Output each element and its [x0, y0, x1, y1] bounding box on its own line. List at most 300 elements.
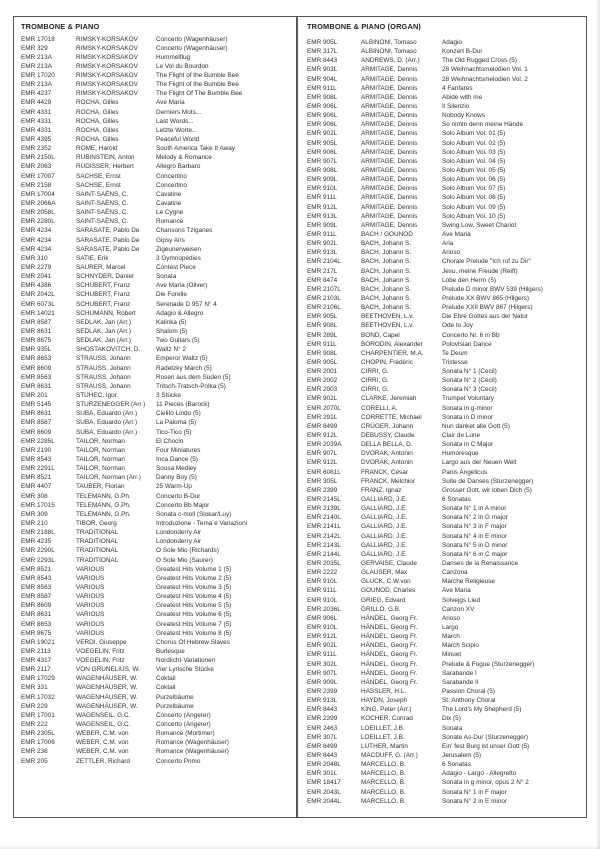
composer-name: GOUNOD, Charles	[361, 587, 416, 595]
piece-title: Contest Piece	[156, 264, 196, 272]
composer-name: MARCELLO, B.	[361, 797, 406, 805]
piece-title: Zigeunerweisen	[156, 245, 202, 253]
catalog-row	[21, 181, 294, 190]
composer-name: ANDREWS, D. (Arr.)	[361, 57, 420, 65]
emr-number: EMR 8521	[21, 565, 52, 573]
composer-name: BACH, Johann S.	[361, 276, 412, 284]
composer-name: ARMITAGE, Dennis	[361, 212, 418, 220]
emr-number: EMR 4331	[21, 108, 52, 116]
composer-name: ARMITAGE, Dennis	[361, 121, 418, 129]
composer-name: VARIOUS	[76, 574, 105, 582]
catalog-row	[307, 358, 584, 367]
catalog-row	[21, 236, 294, 245]
piece-title: 28 Weihnachtsmelodien Vol. 2	[442, 75, 528, 83]
catalog-row	[307, 413, 584, 422]
composer-name: BACH, Johann S.	[361, 294, 412, 302]
catalog-row	[307, 440, 584, 449]
section-header-trombone-piano-organ: TROMBONE & PIANO (ORGAN)	[307, 22, 422, 31]
catalog-row	[21, 528, 294, 537]
catalog-row	[307, 778, 584, 787]
piece-title: Londonderry Air	[156, 529, 202, 537]
piece-title: Nordlicht-Variationen	[156, 657, 216, 665]
emr-number: EMR 2043L	[307, 788, 341, 796]
catalog-row	[21, 263, 294, 272]
emr-number: EMR 912L	[307, 432, 338, 440]
emr-number: EMR 17020	[21, 72, 55, 80]
composer-name: HÄNDEL, Georg Fr.	[361, 614, 418, 622]
piece-title: Grosser Gott, wir loben Dich (5)	[442, 486, 532, 494]
piece-title: Cavatine	[156, 190, 182, 198]
emr-number: EMR 19021	[21, 638, 55, 646]
catalog-row	[21, 565, 294, 574]
piece-title: 4 Fanfares	[442, 84, 473, 92]
catalog-row	[21, 674, 294, 683]
emr-number: EMR 911L	[307, 340, 337, 348]
piece-title: Ave Maria	[156, 99, 185, 107]
piece-title: Die Ehre Gottes aus der Natur	[442, 313, 528, 321]
emr-number: EMR 8443	[307, 706, 338, 714]
emr-number: EMR 911L	[307, 587, 337, 595]
emr-number: EMR 909L	[307, 678, 338, 686]
catalog-row	[21, 98, 294, 107]
emr-number: EMR 4234	[21, 245, 52, 253]
catalog-row	[307, 458, 584, 467]
emr-number: EMR 2280L	[21, 218, 55, 226]
emr-number: EMR 2463	[307, 724, 338, 732]
catalog-row	[307, 614, 584, 623]
catalog-row	[307, 477, 584, 486]
emr-number: EMR 913L	[307, 249, 338, 257]
composer-name: SAINT-SAËNS, C.	[76, 209, 129, 217]
piece-title: Sonata in D minor	[442, 413, 494, 421]
piece-title: Sonata N° 1 in F major	[442, 788, 507, 796]
composer-name: LOEILLET, J.B.	[361, 724, 405, 732]
catalog-row	[21, 364, 294, 373]
catalog-row	[21, 711, 294, 720]
composer-name: STRAUSS, Johann	[76, 373, 131, 381]
catalog-row	[21, 318, 294, 327]
catalog-row	[21, 437, 294, 446]
piece-title: Il Silenzio	[442, 102, 470, 110]
composer-name: BACH, Johann S.	[361, 240, 412, 248]
catalog-row	[307, 650, 584, 659]
emr-number: EMR 308	[21, 492, 48, 500]
catalog-row	[307, 495, 584, 504]
piece-title: Melody & Romance	[156, 154, 212, 162]
catalog-row	[307, 102, 584, 111]
emr-number: EMR 902L	[307, 240, 338, 248]
emr-number: EMR 2150L	[21, 154, 55, 162]
piece-title: O Sole Mio (Richards)	[156, 547, 219, 555]
composer-name: STRAUSS, Johann	[76, 355, 131, 363]
piece-title: Sonata N° 6 in C major	[442, 550, 508, 558]
piece-title: 3 Gymnopédies	[156, 254, 201, 262]
emr-number: EMR 14021	[21, 309, 55, 317]
composer-name: STUHEC, Igor	[76, 391, 117, 399]
composer-name: SACHSE, Ernst	[76, 181, 121, 189]
piece-title: Tristesse	[442, 358, 468, 366]
catalog-row	[307, 230, 584, 239]
composer-name: ARMITAGE, Dennis	[361, 157, 418, 165]
catalog-row	[21, 300, 294, 309]
piece-title: Sonata N° 1 in A minor	[442, 505, 507, 513]
composer-name: WAGENHÄUSER, W.	[76, 702, 138, 710]
piece-title: Canzon XV	[442, 605, 475, 613]
composer-name: RIMSKY-KORSAKOV	[76, 72, 138, 80]
composer-name: CHARPENTIER, M.A.	[361, 349, 424, 357]
piece-title: Radetzky March (5)	[156, 364, 212, 372]
catalog-row	[307, 303, 584, 312]
piece-title: Shalom (5)	[156, 328, 188, 335]
emr-number: EMR 905L	[307, 358, 338, 366]
catalog-row	[307, 75, 584, 84]
composer-name: GALLIARD, J.E.	[361, 514, 408, 522]
piece-title: Sonata N° 2 in E minor	[442, 797, 508, 805]
catalog-row	[307, 742, 584, 751]
piece-title: Chorus Of Hebrew Slaves	[156, 638, 230, 646]
catalog-row	[21, 44, 294, 53]
catalog-row	[21, 620, 294, 629]
piece-title: Solo Album Vol. 04 (5)	[442, 157, 506, 165]
composer-name: RIMSKY-KORSAKOV	[76, 35, 138, 43]
composer-name: SUBA, Eduardo (Arr.)	[76, 410, 138, 418]
catalog-row	[307, 248, 584, 257]
piece-title: Romance (Wagenhäuser)	[156, 739, 229, 747]
catalog-row	[21, 199, 294, 208]
emr-number: EMR 2048L	[307, 761, 341, 769]
piece-title: Sonata c-moll (Slokar/Luy)	[156, 510, 232, 518]
catalog-row	[307, 797, 584, 806]
emr-number: EMR 8609	[21, 602, 52, 610]
piece-title: Jerusalem (5)	[442, 751, 482, 759]
piece-title: Trumpet Voluntary	[442, 395, 494, 403]
piece-title: Waltz N° 2	[156, 346, 187, 354]
emr-number: EMR 2399	[307, 486, 338, 494]
emr-number: EMR 201	[21, 391, 48, 399]
emr-number: EMR 902L	[307, 395, 338, 403]
piece-title: Abide with me	[442, 93, 483, 101]
piece-title: Danny Boy (5)	[156, 474, 197, 482]
catalog-row	[21, 510, 294, 519]
composer-name: BORODIN, Alexander	[361, 340, 423, 348]
catalog-row	[21, 135, 294, 144]
catalog-row	[21, 162, 294, 171]
emr-number: EMR 4331	[21, 117, 52, 125]
emr-number: EMR 4317	[21, 657, 52, 665]
emr-number: EMR 2042L	[21, 291, 55, 299]
composer-name: VARIOUS	[76, 629, 105, 637]
composer-name: GALLIARD, J.E.	[361, 541, 408, 549]
catalog-row	[307, 65, 584, 74]
piece-title: 25 Warm-Up	[156, 483, 192, 491]
composer-name: GALLIARD, J.E.	[361, 523, 408, 531]
emr-number: EMR 8563	[21, 583, 52, 591]
emr-number: EMR 2143L	[307, 541, 341, 549]
catalog-row	[21, 610, 294, 619]
composer-name: ARMITAGE, Dennis	[361, 84, 418, 92]
composer-name: CIRRI, G.	[361, 377, 389, 385]
piece-title: Kalinka (5)	[156, 318, 187, 326]
composer-name: RÜDISSER, Herbert	[76, 163, 134, 171]
catalog-row	[307, 84, 584, 93]
composer-name: KING, Peter (Arr.)	[361, 706, 412, 714]
composer-name: BOND, Capel	[361, 331, 400, 339]
catalog-row	[307, 714, 584, 723]
catalog-row	[307, 541, 584, 550]
composer-name: ARMITAGE, Dennis	[361, 166, 418, 174]
catalog-row	[307, 376, 584, 385]
piece-title: Aria	[442, 240, 454, 248]
piece-title: Emperor Waltz (5)	[156, 355, 208, 363]
piece-title: Humoresque	[442, 450, 479, 458]
composer-name: SCHUBERT, Franz	[76, 282, 131, 290]
composer-name: DVORAK, Antonin	[361, 459, 413, 467]
catalog-row	[21, 409, 294, 418]
emr-number: EMR 2399	[307, 715, 338, 723]
piece-title: Adagio - Largo - Allegretto	[442, 770, 517, 778]
piece-title: Polovtsian Dance	[442, 340, 492, 348]
composer-name: VERDI, Giuseppe	[76, 638, 127, 646]
emr-number: EMR 906L	[307, 121, 338, 129]
composer-name: VOEGELIN, Fritz	[76, 647, 125, 655]
composer-name: BACH, Johann S.	[361, 249, 412, 257]
catalog-row	[21, 108, 294, 117]
emr-number: EMR 213A	[21, 62, 52, 70]
piece-title: Solvejgs Lied	[442, 596, 481, 604]
piece-title: Adagio	[442, 39, 462, 46]
emr-number: EMR 904L	[307, 75, 338, 83]
piece-title: Sonata in C Major	[442, 441, 494, 449]
emr-number: EMR 8631	[21, 382, 52, 390]
emr-number: EMR 8443	[307, 57, 338, 65]
catalog-row	[21, 62, 294, 71]
piece-title: Chansons Tziganes	[156, 227, 213, 235]
emr-number: EMR 909L	[307, 176, 338, 184]
piece-title: St. Anthony Choral	[442, 697, 496, 705]
composer-name: HAYDN, Joseph	[361, 697, 408, 705]
catalog-row	[21, 254, 294, 263]
composer-name: TAUBER, Florian	[76, 483, 125, 491]
emr-number: EMR 2290L	[21, 547, 55, 555]
catalog-row	[307, 157, 584, 166]
piece-title: Sousa Medley	[156, 465, 197, 473]
composer-name: STRAUSS, Johann	[76, 382, 131, 390]
catalog-row	[307, 294, 584, 303]
composer-name: MARCELLO, B.	[361, 788, 406, 796]
composer-name: TAILOR, Norman	[76, 455, 125, 463]
composer-name: TAILOR, Norman (Arr.)	[76, 474, 141, 482]
composer-name: SCHUBERT, Franz	[76, 300, 131, 308]
composer-name: HÄNDEL, Georg Fr.	[361, 660, 418, 668]
emr-number: EMR 908L	[307, 349, 338, 357]
piece-title: Purzelbäume	[156, 693, 194, 701]
catalog-row	[307, 93, 584, 102]
piece-title: March	[442, 633, 460, 641]
piece-title: Letzte Worte...	[156, 126, 198, 134]
emr-number: EMR 5145	[21, 401, 52, 409]
emr-number: EMR 2070L	[307, 404, 341, 412]
composer-name: SCHNYDER, Daniel	[76, 273, 134, 281]
composer-name: ALBINONI, Tomaso	[361, 48, 417, 56]
catalog-row	[307, 139, 584, 148]
catalog-row	[307, 769, 584, 778]
emr-number: EMR 17001	[21, 711, 55, 719]
emr-number: EMR 8653	[21, 355, 52, 363]
catalog-row	[307, 276, 584, 285]
emr-number: EMR 8631	[21, 611, 52, 619]
composer-name: CIRRI, G.	[361, 368, 389, 376]
piece-title: Sonata in g minor, opus 2 N° 2	[442, 779, 529, 787]
emr-number: EMR 291L	[307, 413, 338, 421]
piece-title: Die Forelle	[156, 291, 187, 299]
catalog-row	[21, 492, 294, 501]
composer-name: ALBINONI, Tomaso	[361, 39, 417, 46]
composer-name: SARASATE, Pablo De	[76, 227, 140, 235]
composer-name: FRANCK, Melchior	[361, 477, 415, 485]
catalog-row	[21, 190, 294, 199]
composer-name: TRADITIONAL	[76, 547, 119, 555]
piece-title: Solo Album Vol. 03 (5)	[442, 148, 506, 156]
emr-number: EMR 911L	[307, 651, 337, 659]
emr-number: EMR 902L	[307, 130, 338, 138]
piece-title: Jesu, meine Freude (Reift)	[442, 267, 518, 275]
composer-name: DELLA BELLA, D.	[361, 441, 413, 449]
piece-title: Tico-Tico (5)	[156, 428, 192, 436]
catalog-row	[307, 38, 584, 47]
composer-name: HÄNDEL, Georg Fr.	[361, 651, 418, 659]
piece-title: 6 Sonatas	[442, 761, 471, 769]
catalog-column-trombone-piano-organ	[298, 17, 586, 817]
piece-title: Sonata N° 1 (Cecil)	[442, 368, 497, 376]
piece-title: Gipsy Airs	[156, 236, 185, 244]
catalog-row	[307, 468, 584, 477]
composer-name: ARMITAGE, Dennis	[361, 194, 418, 202]
emr-number: EMR 911L	[307, 194, 337, 202]
emr-number: EMR 8587	[21, 593, 52, 601]
piece-title: 3 Stücke	[156, 391, 181, 399]
emr-number: EMR 908L	[307, 322, 338, 330]
catalog-row	[307, 212, 584, 221]
emr-number: EMR 317L	[307, 48, 338, 56]
composer-name: ARMITAGE, Dennis	[361, 112, 418, 120]
piece-title: Coktail	[156, 675, 176, 683]
piece-title: Sonata	[156, 273, 177, 281]
catalog-row	[21, 629, 294, 638]
catalog-row	[21, 272, 294, 281]
emr-number: EMR 4235	[21, 538, 52, 546]
emr-number: EMR 8521	[21, 474, 52, 482]
emr-number: EMR 4429	[21, 99, 52, 107]
emr-number: EMR 210	[21, 519, 48, 527]
composer-name: ARMITAGE, Dennis	[361, 75, 418, 83]
catalog-row	[21, 428, 294, 437]
catalog-row	[307, 532, 584, 541]
catalog-row	[21, 126, 294, 135]
composer-name: BACH, Johann S.	[361, 267, 412, 275]
emr-number: EMR 2291L	[21, 465, 55, 473]
catalog-row	[21, 418, 294, 427]
emr-number: EMR 905L	[307, 39, 338, 46]
composer-name: ARMITAGE, Dennis	[361, 130, 418, 138]
catalog-row	[307, 312, 584, 321]
emr-number: EMR 8609	[21, 428, 52, 436]
composer-name: HÄNDEL, Georg Fr.	[361, 633, 418, 641]
composer-name: WAGENHÄUSER, W.	[76, 675, 138, 683]
emr-number: EMR 2107L	[307, 285, 341, 293]
piece-title: Greatest Hits Volume 2 (5)	[156, 574, 232, 582]
catalog-row	[21, 153, 294, 162]
catalog-row	[307, 111, 584, 120]
catalog-row	[21, 172, 294, 181]
emr-number: EMR 2399	[307, 687, 338, 695]
composer-name: MARCELLO, B.	[361, 770, 406, 778]
emr-number: EMR 903L	[307, 66, 338, 74]
catalog-row	[307, 340, 584, 349]
emr-number: EMR 2066A	[21, 200, 56, 208]
emr-number: EMR 2158	[21, 181, 52, 189]
emr-number: EMR 4237	[21, 90, 52, 98]
piece-title: Suite de Danses (Sturzenegger)	[442, 477, 534, 485]
catalog-row	[307, 632, 584, 641]
composer-name: BACH, Johann S.	[361, 304, 412, 312]
piece-title: Inca Dance (5)	[156, 455, 198, 463]
emr-number: EMR 213A	[21, 53, 52, 61]
piece-title: Sonata N° 4 in E minor	[442, 532, 508, 540]
composer-name: KOCHER, Conrad	[361, 715, 413, 723]
catalog-row	[307, 367, 584, 376]
emr-number: EMR 2002	[307, 377, 338, 385]
piece-title: Coktail	[156, 684, 176, 692]
catalog-row	[21, 309, 294, 318]
piece-title: Greatest Hits Volume 4 (5)	[156, 593, 232, 601]
composer-name: DEBUSSY, Claude	[361, 432, 415, 440]
composer-name: MARCELLO, B.	[361, 761, 406, 769]
composer-name: WEBER, C.M. von	[76, 739, 129, 747]
piece-title: 11 Pieces (Barock)	[156, 401, 210, 409]
emr-number: EMR 912L	[307, 633, 338, 641]
piece-title: Canzona	[442, 569, 468, 577]
piece-title: Nobody Knows	[442, 112, 485, 120]
emr-number: EMR 906L	[307, 102, 338, 110]
piece-title: Largo	[442, 624, 459, 631]
composer-name: BEETHOVEN, L.v.	[361, 322, 414, 330]
piece-title: Adagio & Allegro	[156, 309, 204, 317]
piece-title: Clair de Lune	[442, 432, 481, 440]
catalog-row	[307, 431, 584, 440]
catalog-row	[307, 422, 584, 431]
emr-number: EMR 229	[21, 702, 48, 710]
piece-title: Solo Album Vol. 10 (5)	[442, 212, 506, 220]
composer-name: STRAUSS, Johann	[76, 364, 131, 372]
emr-number: EMR 2063	[21, 163, 52, 171]
emr-number: EMR 329	[21, 44, 48, 52]
catalog-row	[307, 56, 584, 65]
piece-title: Sonata N° 2 (Cecil)	[442, 377, 497, 385]
piece-title: Ave Maria (Oliver)	[156, 282, 208, 290]
catalog-row	[21, 583, 294, 592]
piece-title: March Scipio	[442, 642, 479, 650]
piece-title: Romance	[156, 218, 184, 226]
composer-name: VOEGELIN, Fritz	[76, 657, 125, 665]
composer-name: CHOPIN, Frédéric	[361, 358, 413, 366]
composer-name: ROCHA, Gilles	[76, 136, 119, 144]
catalog-row	[307, 687, 584, 696]
catalog-row	[307, 550, 584, 559]
composer-name: CLARKE, Jeremiah	[361, 395, 417, 403]
piece-title: La Paloma (5)	[156, 419, 197, 427]
emr-number: EMR 2036L	[307, 605, 341, 613]
composer-name: VARIOUS	[76, 602, 105, 610]
